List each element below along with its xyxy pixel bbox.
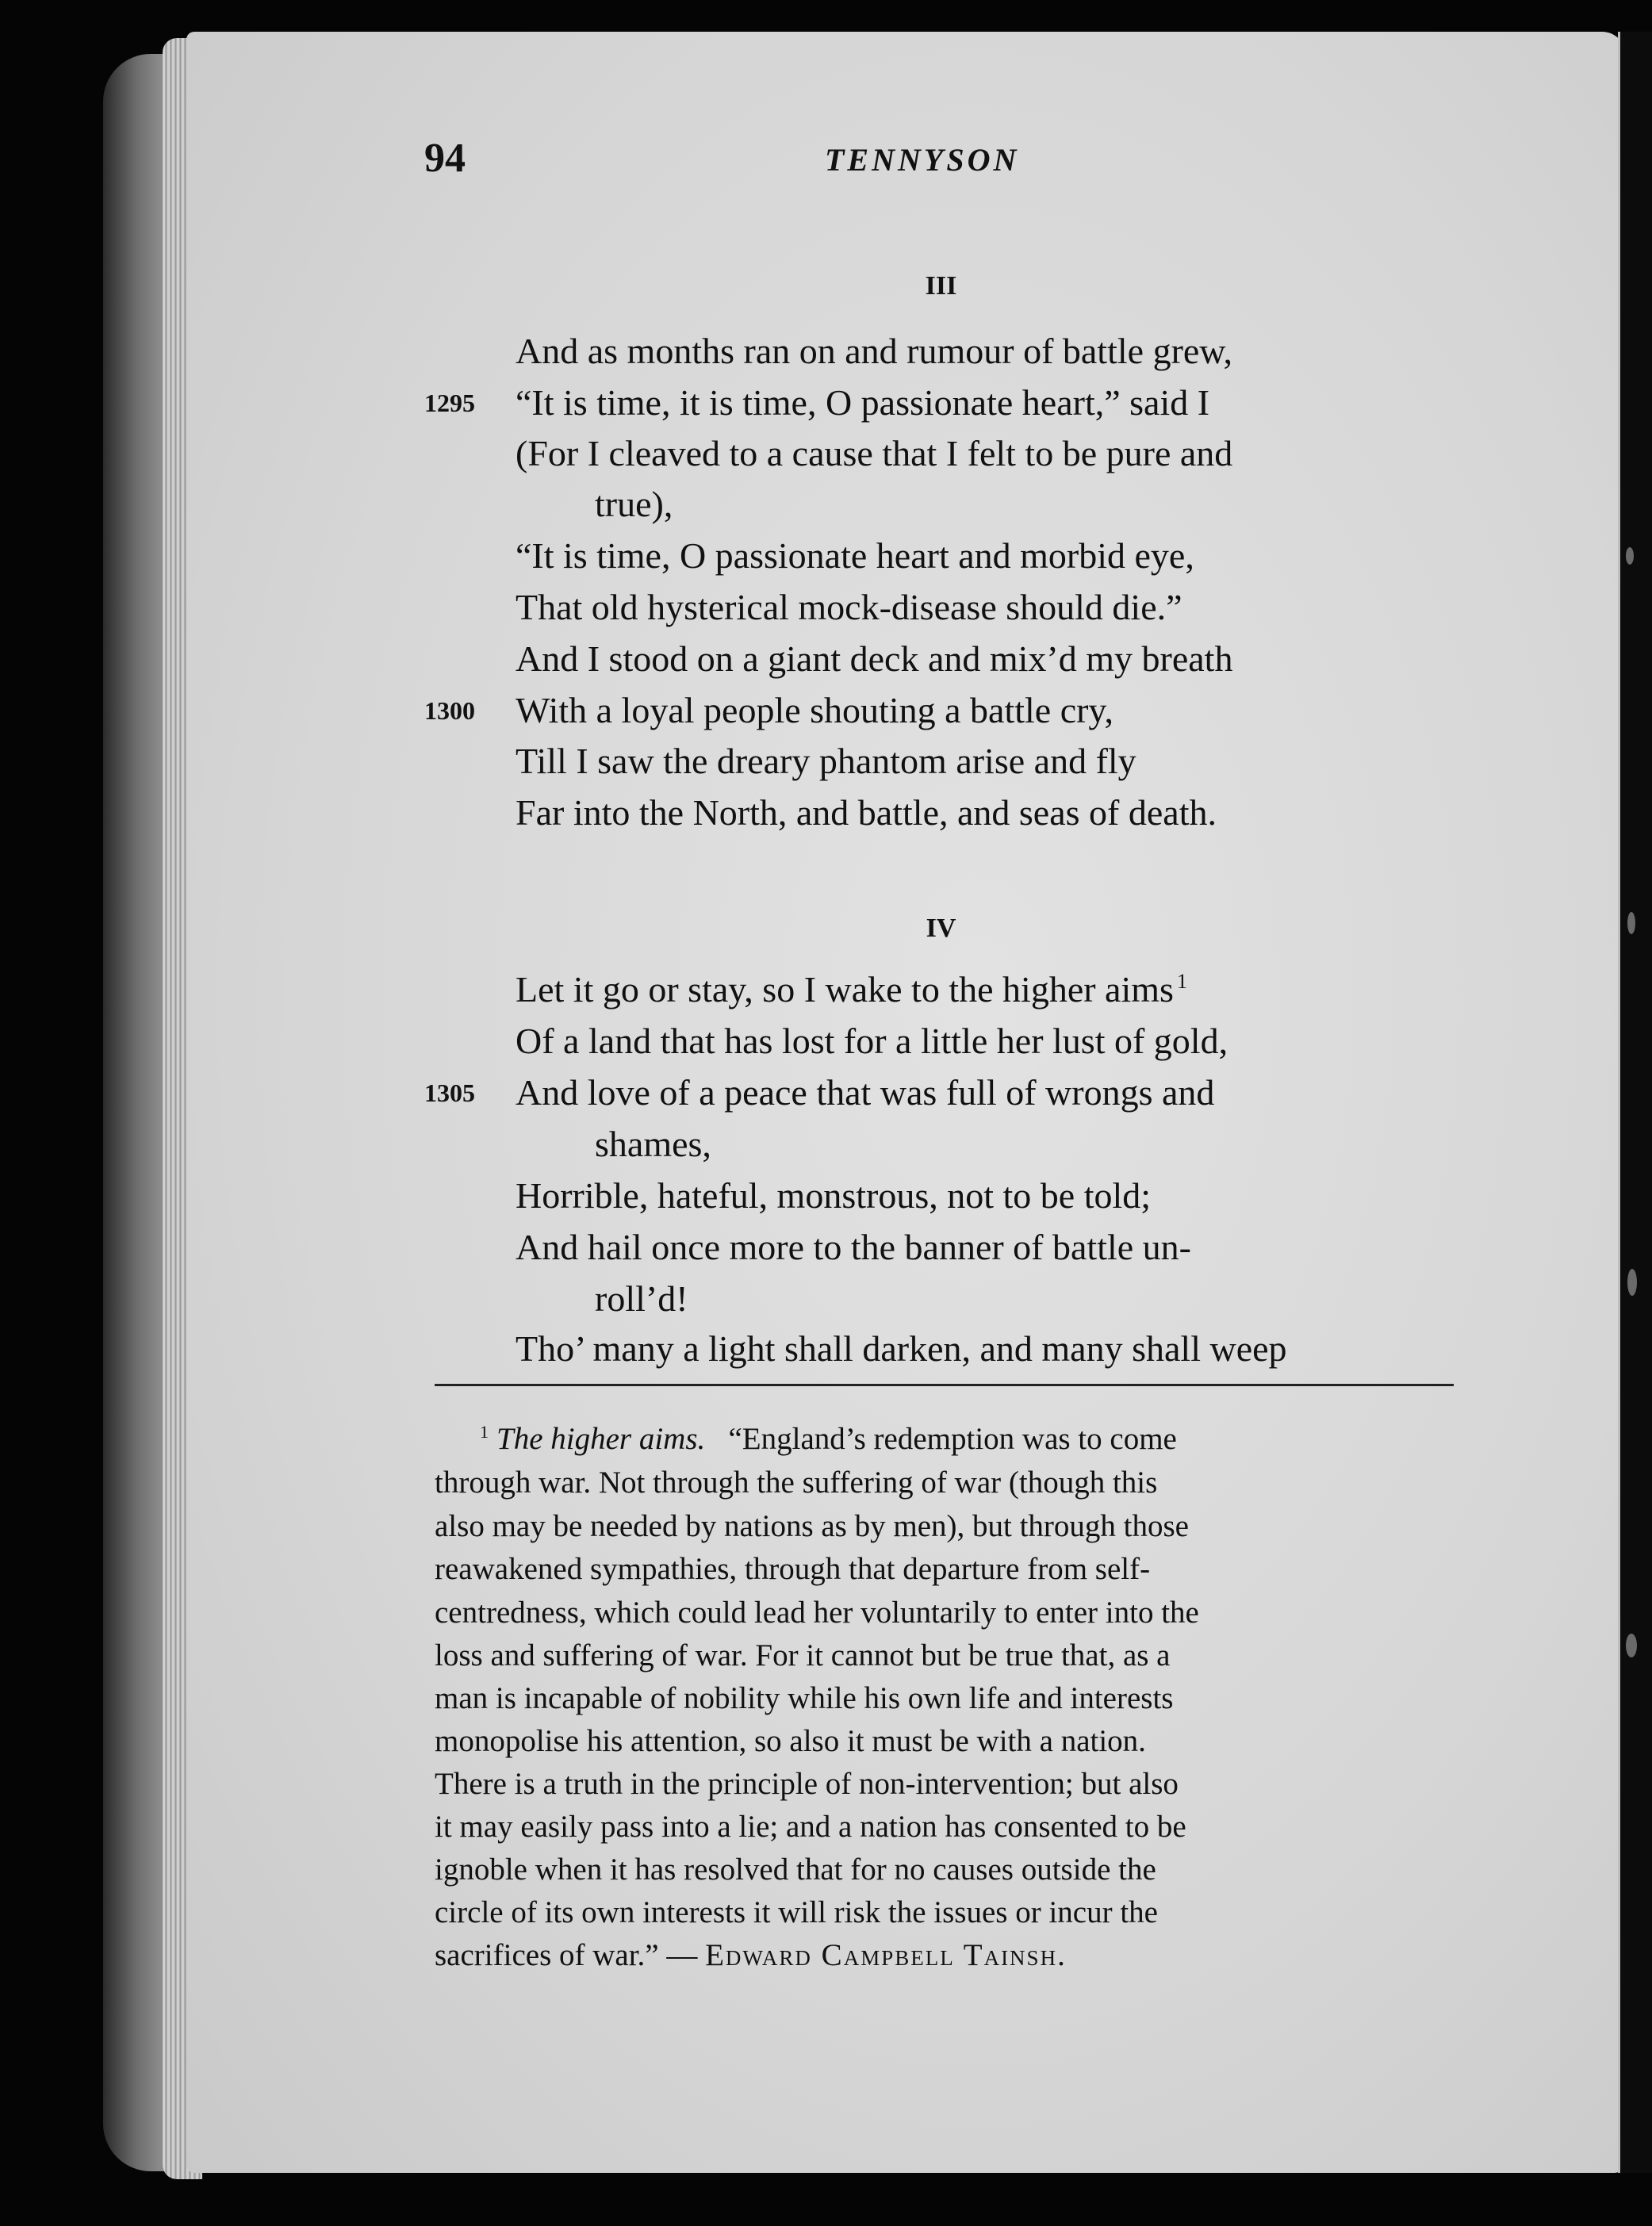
verse-line: “It is time, it is time, O passionate heart,” said I xyxy=(516,382,1210,423)
verse-line: “It is time, O passionate heart and morbid eye, xyxy=(516,535,1194,576)
footnote-marker: 1 xyxy=(480,1422,489,1442)
verse-line: And as months ran on and rumour of battle grew, xyxy=(516,331,1233,371)
footnote-line: circle of its own interests it will risk the issues or incur the xyxy=(435,1895,1158,1929)
verse-text: Let it go or stay, so I wake to the higher aims xyxy=(516,969,1174,1010)
footnote-rule xyxy=(435,1384,1454,1386)
footnote-line: it may easily pass into a lie; and a nation has consented to be xyxy=(435,1810,1186,1844)
verse-line: true), xyxy=(595,484,673,524)
line-number: 1305 xyxy=(424,1079,475,1107)
footnote-text: sacrifices of war.” — xyxy=(435,1938,698,1972)
verse-line: (For I cleaved to a cause that I felt to be pure and xyxy=(516,433,1233,473)
footnote-line: reawakened sympathies, through that departure from self- xyxy=(435,1552,1151,1586)
footnote-text: “England’s redemption was to come xyxy=(728,1422,1177,1456)
footnote-author: Edward Campbell Tainsh. xyxy=(705,1938,1067,1972)
verse-line: And love of a peace that was full of wrongs and xyxy=(516,1072,1215,1113)
verse-line: Far into the North, and battle, and seas of death. xyxy=(516,792,1217,833)
scan-speck xyxy=(1627,1269,1637,1296)
footnote-line: through war. Not through the suffering of war (though this xyxy=(435,1465,1158,1500)
verse-line: Tho’ many a light shall darken, and many shall weep xyxy=(516,1328,1287,1369)
section-numeral: III xyxy=(925,271,957,301)
footnote-line: man is incapable of nobility while his own life and interests xyxy=(435,1681,1174,1715)
running-title: TENNYSON xyxy=(825,142,1020,178)
page-number: 94 xyxy=(424,136,466,181)
scan-speck xyxy=(1626,547,1634,565)
footnote-line: monopolise his attention, so also it must be with a nation. xyxy=(435,1724,1146,1758)
verse-line: roll’d! xyxy=(595,1278,688,1319)
footnote-ref: 1 xyxy=(1176,970,1187,993)
verse-line: And hail once more to the banner of battle un- xyxy=(516,1227,1191,1267)
line-number: 1300 xyxy=(424,696,475,725)
verse-line xyxy=(516,971,1187,1008)
verse-line: Of a land that has lost for a little her lust of gold, xyxy=(516,1021,1228,1061)
footnote-line: centredness, which could lead her voluntarily to enter into the xyxy=(435,1596,1199,1630)
verse-line: With a loyal people shouting a battle cry, xyxy=(516,690,1113,730)
footnote-line xyxy=(480,1423,1519,1454)
line-number: 1295 xyxy=(424,389,475,417)
footnote-lead: The higher aims. xyxy=(496,1422,706,1456)
verse-line: That old hysterical mock-disease should die.” xyxy=(516,587,1182,627)
verse-line: shames, xyxy=(595,1124,711,1164)
footnote-line: There is a truth in the principle of non-intervention; but also xyxy=(435,1767,1179,1801)
verse-line: And I stood on a giant deck and mix’d my breath xyxy=(516,638,1233,679)
section-numeral: IV xyxy=(926,914,956,943)
footnote-line: loss and suffering of war. For it cannot but be true that, as a xyxy=(435,1638,1171,1672)
right-page-edge xyxy=(1618,32,1652,2173)
footnote-line xyxy=(435,1940,1474,1971)
footnote-line: also may be needed by nations as by men), but through those xyxy=(435,1509,1189,1543)
verse-line: Till I saw the dreary phantom arise and fly xyxy=(516,741,1136,781)
footnote-line: ignoble when it has resolved that for no causes outside the xyxy=(435,1852,1156,1887)
scan-speck xyxy=(1626,1634,1637,1657)
verse-line: Horrible, hateful, monstrous, not to be told; xyxy=(516,1175,1152,1216)
